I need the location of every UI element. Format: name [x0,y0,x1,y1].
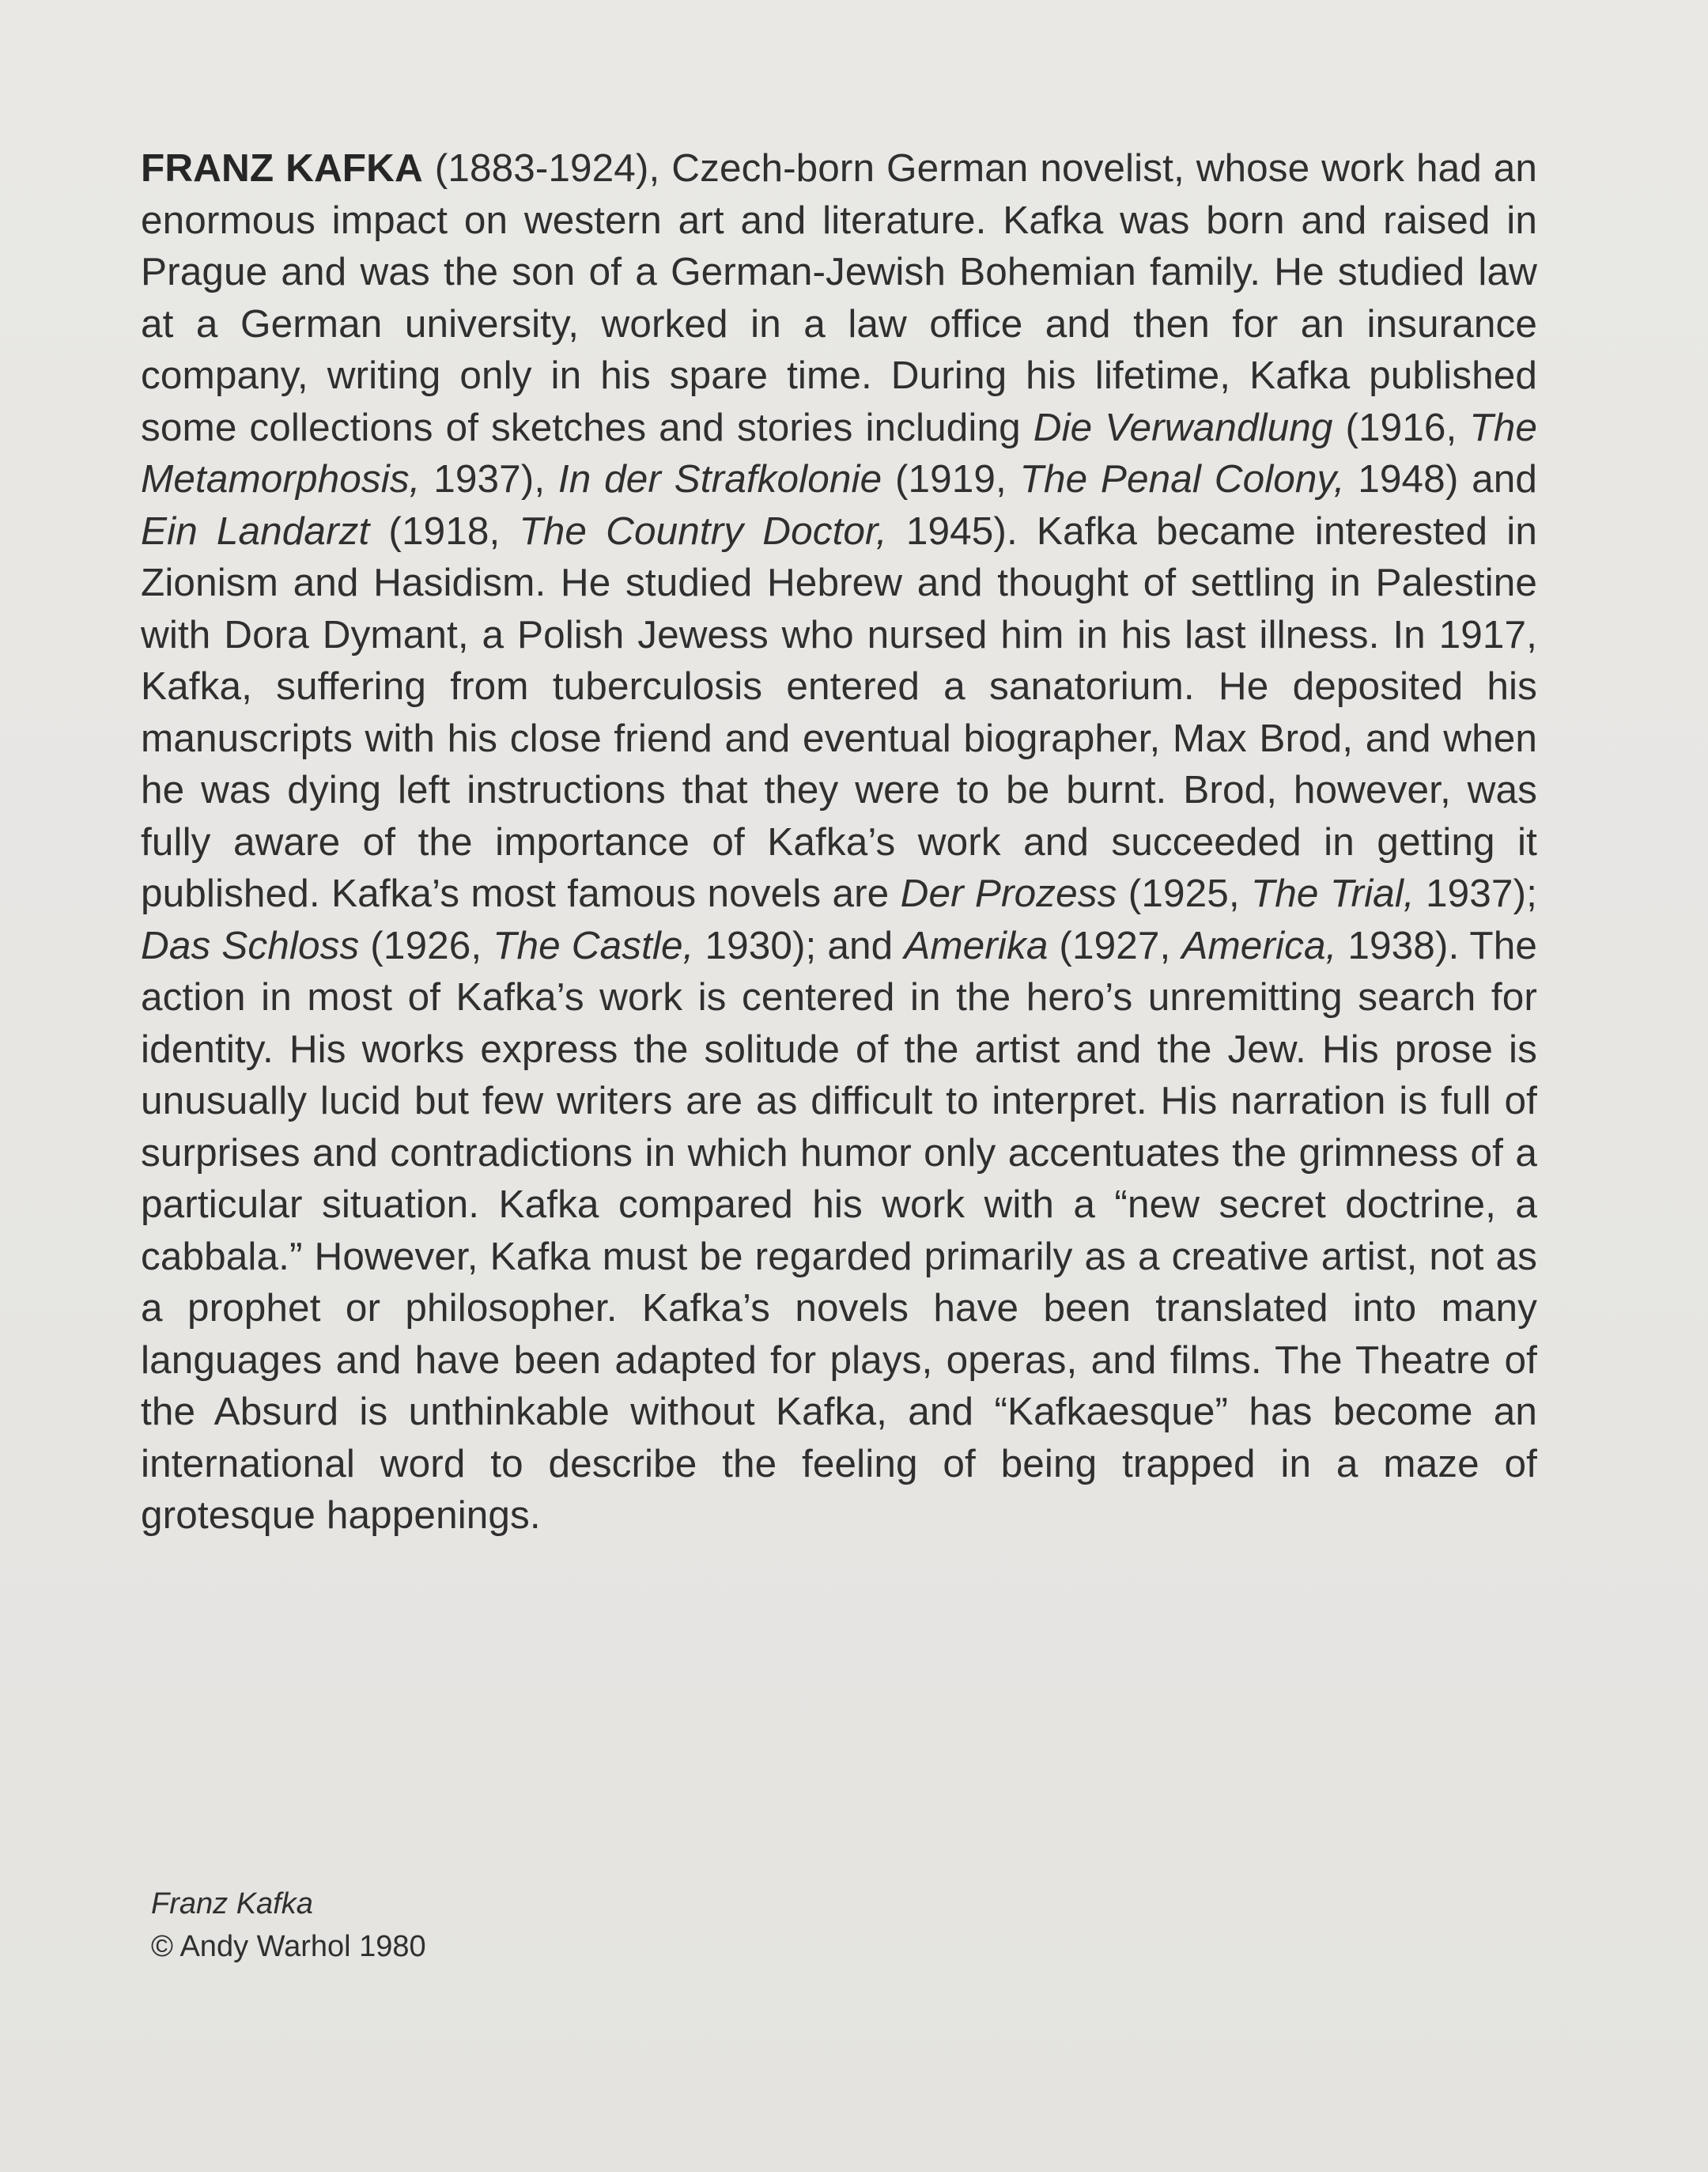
work-title-the-castle: The Castle, [493,923,694,967]
bio-text-10: (1926, [359,923,493,967]
artwork-title: Franz Kafka [151,1887,313,1920]
work-title-der-prozess: Der Prozess [900,872,1117,915]
work-title-in-der-strafkolonie: In der Strafkolonie [557,457,882,501]
copyright-line: © Andy Warhol 1980 [151,1930,426,1963]
bio-text-1: (1883-1924), Czech-born German novelist, whose work had an enormous impact on western art and literature. Kafka was born and raised in Prague and was the son of a German-Jewish Bohemian family. He studied law at a German university, worked in a law office and then for an insurance company, writing only in his spare time. During his lifetime, Kafka published some collections of sketches and stories including [141,146,1538,449]
biography-paragraph [141,142,1537,1542]
work-title-das-schloss: Das Schloss [141,923,360,967]
work-title-the-metamorphosis: The Metamorphosis, [141,405,1537,501]
work-title-the-penal-colony: The Penal Colony, [1019,457,1345,501]
bio-text-3: 1937), [420,457,558,501]
bio-text-5: 1948) and [1344,457,1537,501]
bio-text-6: (1918, [369,509,520,553]
bio-text-11: 1930); and [693,923,905,967]
work-title-amerika: Amerika [904,923,1049,967]
bio-text-9: 1937); [1414,872,1537,915]
work-title-die-verwandlung: Die Verwandlung [1033,405,1333,449]
bio-text-8: (1925, [1117,872,1251,915]
subject-name: FRANZ KAFKA [141,146,423,190]
work-title-ein-landarzt: Ein Landarzt [141,509,370,553]
bio-text-4: (1919, [882,457,1020,501]
work-title-america: America, [1181,923,1337,967]
bio-text-7: 1945). Kafka became interested in Zionism and Hasidism. He studied Hebrew and thought of settling in Palestine with Dora Dymant, a Polish Jewess who nursed him in his last illness. In 1917, Kafka, suffering from tuberculosis entered a sanatorium. He deposited his manuscripts with his close friend and eventual biographer, Max Brod, and when he was dying left instructions that they were to be burnt. Brod, however, was fully aware of the importance of Kafka’s work and succeeded in getting it published. Kafka’s most famous novels are [141,509,1537,915]
artwork-credit [151,1883,426,1968]
bio-text-12: (1927, [1048,923,1182,967]
work-title-the-trial: The Trial, [1250,872,1415,915]
bio-text-13: 1938). The action in most of Kafka’s work is centered in the hero’s unremitting search for identity. His works express the solitude of the artist and the Jew. His prose is unusually lucid but few writers are as difficult to interpret. His narration is full of surprises and contradictions in which humor only accentuates the grimness of a particular situation. Kafka compared his work with a “new secret doctrine, a cabbala.” However, Kafka must be regarded primarily as a creative artist, not as a prophet or philosopher. Kafka’s novels have been translated into many languages and have been adapted for plays, operas, and films. The Theatre of the Absurd is unthinkable without Kafka, and “Kafkaesque” has become an international word to describe the feeling of being trapped in a maze of grotesque happenings. [141,923,1538,1537]
bio-text-2: (1916, [1332,405,1470,449]
work-title-the-country-doctor: The Country Doctor, [519,509,887,553]
